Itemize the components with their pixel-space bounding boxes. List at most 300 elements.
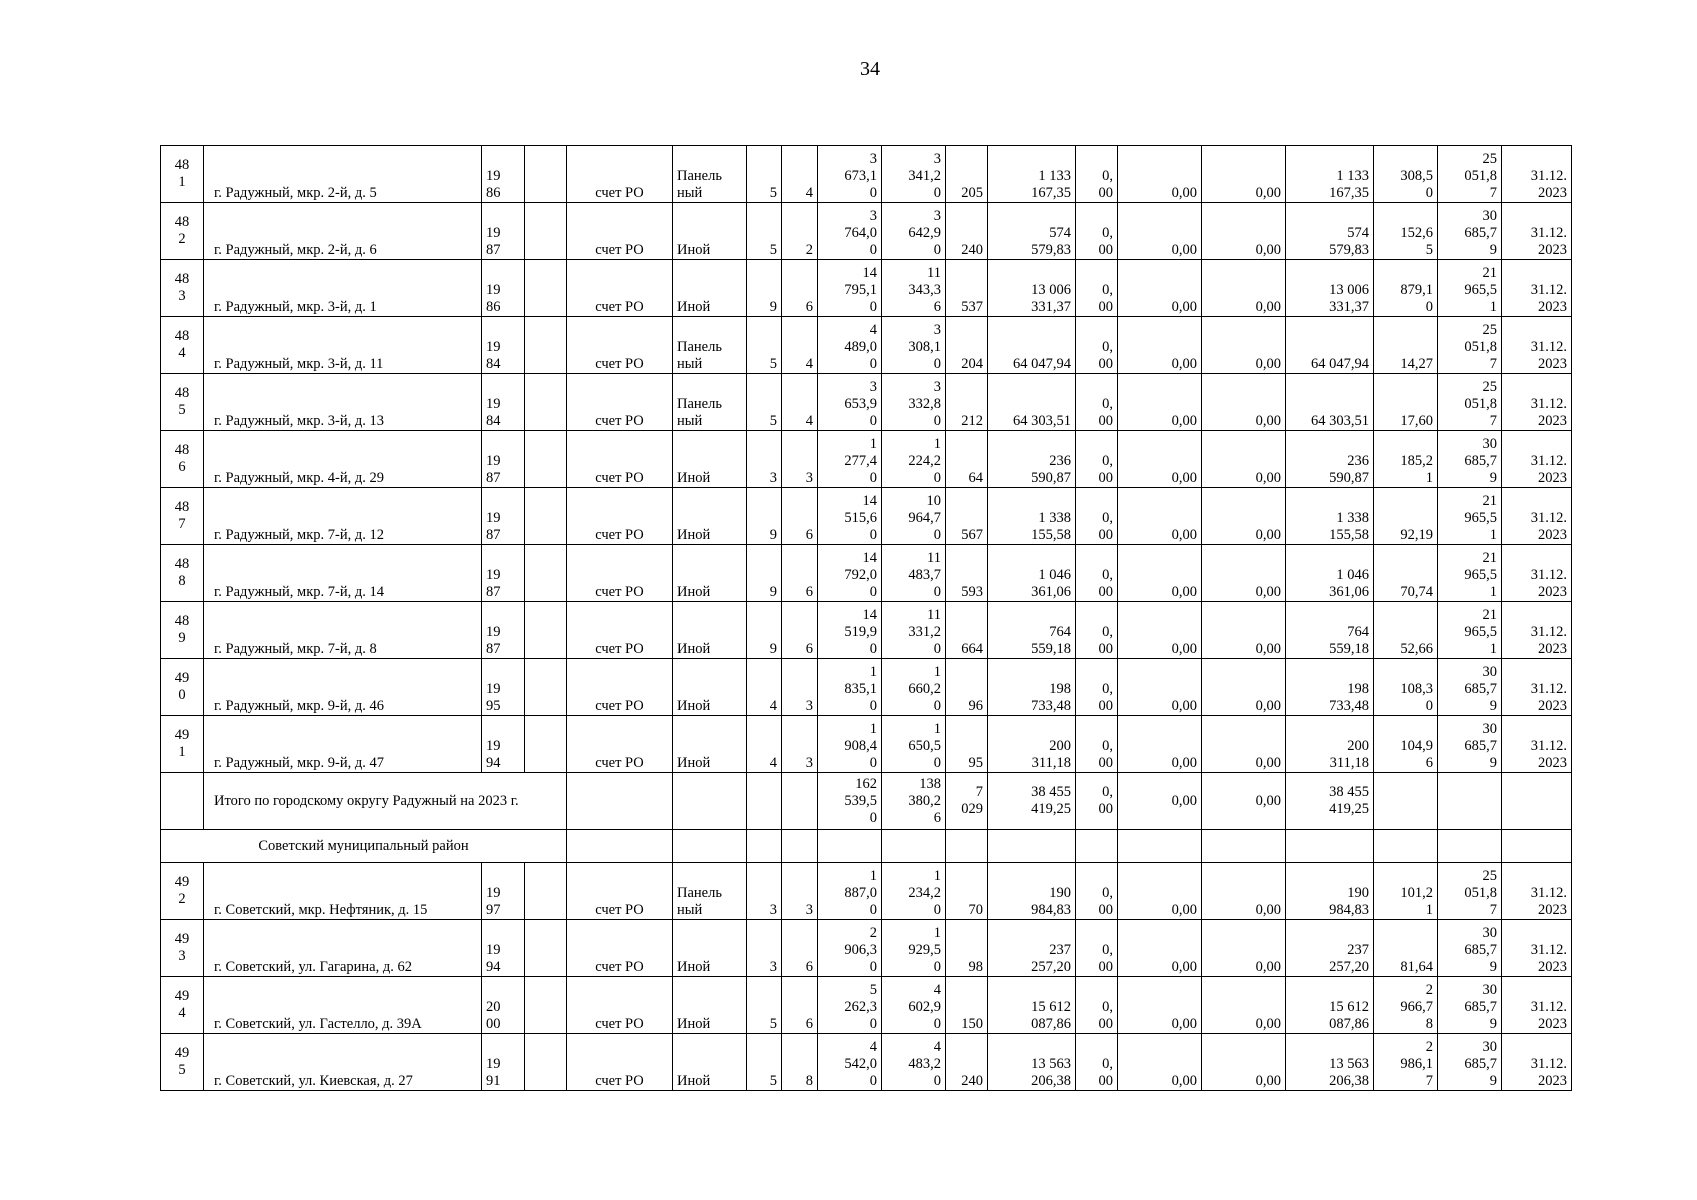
cost-local-cell: 0,00 [1202, 977, 1286, 1034]
cost-fund-cell-line: 0, [1102, 396, 1113, 412]
living-area-cell-line: 343,3 [908, 282, 941, 298]
total-area-cell-line: 673,1 [844, 168, 877, 184]
cost-budget-cell: 0,00 [1118, 260, 1202, 317]
total-area-cell [818, 920, 882, 977]
unit-cost-cell [1374, 317, 1438, 374]
year-cell-line: 19 [486, 885, 501, 901]
entrances-cell: 6 [782, 602, 818, 659]
floors-cell: 5 [747, 203, 782, 260]
cost-owners-cell-line: 237 [1347, 942, 1369, 958]
cost-total-cell-line: 764 [1049, 624, 1071, 640]
entrances-cell: 3 [782, 863, 818, 920]
living-area-cell-line: 0 [933, 1073, 941, 1089]
material-cell-line [677, 567, 742, 584]
material-cell-line: Иной [677, 242, 711, 258]
year-cell-line: 97 [486, 902, 501, 918]
living-area-cell-line: 0 [933, 698, 941, 714]
date-cell-line: 2023 [1538, 584, 1567, 600]
cost-owners-cell-line: 155,58 [1329, 527, 1369, 543]
cost-owners-cell-line: 087,86 [1329, 1016, 1369, 1032]
living-area-cell [882, 716, 946, 773]
material-cell-line: Панель [677, 396, 722, 412]
cost-total-cell [988, 602, 1076, 659]
material-cell-line: Панель [677, 168, 722, 184]
cost-budget-cell: 0,00 [1118, 1034, 1202, 1091]
cost-fund-cell-line: 00 [1098, 185, 1113, 201]
living-area-cell-line: 3 [933, 208, 941, 224]
limit-cost-cell-line: 965,5 [1464, 510, 1497, 526]
floors-cell: 3 [747, 863, 782, 920]
row-number [161, 146, 204, 203]
row-number-line: 49 [174, 874, 190, 890]
cost-local-cell: 0,00 [1202, 545, 1286, 602]
row-number-line: 0 [178, 687, 186, 703]
empty-cell [525, 146, 567, 203]
cost-total-cell [988, 1034, 1076, 1091]
limit-cost-cell-line: 051,8 [1464, 396, 1497, 412]
cost-total-cell [988, 203, 1076, 260]
row-number [161, 488, 204, 545]
cost-owners-cell [1286, 920, 1374, 977]
living-area-cell-line: 0 [933, 527, 941, 543]
empty-cell [782, 773, 818, 830]
address-cell: г. Радужный, мкр. 2-й, д. 6 [204, 203, 482, 260]
empty-cell [567, 773, 673, 830]
living-area-cell-line: 3 [933, 322, 941, 338]
material-cell [673, 488, 747, 545]
living-area-cell-line: 4 [933, 1039, 941, 1055]
total-area-cell-line: 764,0 [844, 225, 877, 241]
cost-fund-cell-line: 00 [1098, 1016, 1113, 1032]
table-row [161, 977, 1572, 1034]
total-area-cell-line: 2 [869, 925, 877, 941]
limit-cost-cell-line: 21 [1482, 265, 1497, 281]
cost-fund-cell-line: 00 [1098, 902, 1113, 918]
row-number-line: 6 [178, 459, 186, 475]
unit-cost-cell-line: 101,2 [1400, 885, 1433, 901]
cost-fund-cell-line: 0, [1102, 624, 1113, 640]
total-area-cell-line: 0 [869, 1073, 877, 1089]
date-cell-line: 2023 [1538, 413, 1567, 429]
year-cell [482, 659, 525, 716]
unit-cost-cell [1374, 602, 1438, 659]
page-number: 34 [860, 58, 880, 80]
living-area-cell [882, 1034, 946, 1091]
fund-cell: счет РО [567, 920, 673, 977]
limit-cost-cell [1438, 374, 1502, 431]
limit-cost-cell-line: 30 [1482, 982, 1497, 998]
living-area-cell [882, 146, 946, 203]
living-area-cell-line: 483,7 [908, 567, 941, 583]
floors-cell: 5 [747, 374, 782, 431]
limit-cost-cell-line: 1 [1489, 299, 1497, 315]
unit-cost-cell [1374, 716, 1438, 773]
entrances-cell: 4 [782, 317, 818, 374]
residents-cell: 593 [946, 545, 988, 602]
entrances-cell: 6 [782, 977, 818, 1034]
cost-owners-cell-line: 1 133 [1336, 168, 1369, 184]
cost-owners-cell-line: 1 046 [1336, 567, 1369, 583]
date-cell [1502, 146, 1572, 203]
cost-owners-cell-line: 257,20 [1329, 959, 1369, 975]
total-area-cell-line: 3 [869, 208, 877, 224]
material-cell [673, 545, 747, 602]
total-area-cell-line: 0 [869, 641, 877, 657]
row-number-line: 5 [178, 402, 186, 418]
date-cell-line: 31.12. [1530, 942, 1567, 958]
year-cell-line: 87 [486, 242, 501, 258]
limit-cost-cell-line: 965,5 [1464, 282, 1497, 298]
empty-cell [1374, 830, 1438, 863]
cost-fund-cell [1076, 716, 1118, 773]
unit-cost-cell-line: 2 [1425, 1039, 1433, 1055]
table-row [161, 920, 1572, 977]
cost-budget-cell: 0,00 [1118, 773, 1202, 830]
year-cell-line: 87 [486, 641, 501, 657]
total-area-cell-line: 4 [869, 1039, 877, 1055]
year-cell-line: 19 [486, 1056, 501, 1072]
fund-cell: счет РО [567, 1034, 673, 1091]
table-row [161, 203, 1572, 260]
empty-cell [1374, 773, 1438, 830]
unit-cost-cell-line: 2 [1425, 982, 1433, 998]
living-area-cell-line: 11 [927, 607, 941, 623]
cost-total-cell-line: 419,25 [1031, 801, 1071, 817]
total-area-cell [818, 431, 882, 488]
cost-budget-cell: 0,00 [1118, 146, 1202, 203]
cost-total-cell [988, 488, 1076, 545]
living-area-cell-line: 1 [933, 868, 941, 884]
cost-total-cell-line: 331,37 [1031, 299, 1071, 315]
row-number-line: 49 [174, 1045, 190, 1061]
date-cell-line: 31.12. [1530, 339, 1567, 355]
empty-cell [525, 977, 567, 1034]
living-area-cell-line: 0 [933, 641, 941, 657]
address-cell: г. Радужный, мкр. 4-й, д. 29 [204, 431, 482, 488]
cost-total-cell-line: 559,18 [1031, 641, 1071, 657]
living-area-cell-line: 138 [919, 775, 941, 792]
cost-fund-cell [1076, 317, 1118, 374]
section-row [161, 830, 1572, 863]
row-number-line: 48 [174, 556, 190, 572]
cost-budget-cell: 0,00 [1118, 659, 1202, 716]
cost-owners-cell-line: 13 006 [1329, 282, 1369, 298]
limit-cost-cell [1438, 659, 1502, 716]
cost-owners-cell-line: 64 047,94 [1311, 356, 1369, 372]
cost-total-cell [988, 317, 1076, 374]
table-row [161, 374, 1572, 431]
year-cell-line: 19 [486, 681, 501, 697]
unit-cost-cell-line [1378, 396, 1433, 413]
cost-total-cell-line: 237 [1049, 942, 1071, 958]
limit-cost-cell [1438, 488, 1502, 545]
cost-total-cell-line: 590,87 [1031, 470, 1071, 486]
fund-cell: счет РО [567, 488, 673, 545]
year-cell-line: 87 [486, 470, 501, 486]
living-area-cell-line: 650,5 [908, 738, 941, 754]
material-cell [673, 431, 747, 488]
row-number-line: 48 [174, 385, 190, 401]
living-area-cell-line: 380,2 [908, 792, 941, 809]
entrances-cell: 6 [782, 488, 818, 545]
year-cell-line: 20 [486, 999, 501, 1015]
cost-fund-cell-line: 00 [1098, 801, 1113, 817]
cost-local-cell: 0,00 [1202, 146, 1286, 203]
year-cell-line: 94 [486, 959, 501, 975]
cost-owners-cell [1286, 260, 1374, 317]
address-cell: г. Радужный, мкр. 9-й, д. 46 [204, 659, 482, 716]
total-area-cell-line: 0 [869, 413, 877, 429]
limit-cost-cell-line: 685,7 [1464, 453, 1497, 469]
floors-cell: 4 [747, 659, 782, 716]
empty-cell [1202, 830, 1286, 863]
limit-cost-cell [1438, 977, 1502, 1034]
date-cell [1502, 260, 1572, 317]
cost-fund-cell-line: 00 [1098, 959, 1113, 975]
cost-total-cell-line: 190 [1049, 885, 1071, 901]
material-cell-line [677, 999, 742, 1016]
row-number-line: 5 [178, 1062, 186, 1078]
material-cell [673, 602, 747, 659]
empty-cell [525, 920, 567, 977]
empty-cell [525, 488, 567, 545]
living-area-cell [882, 773, 946, 830]
residents-cell: 240 [946, 1034, 988, 1091]
row-number [161, 203, 204, 260]
living-area-cell-line: 0 [933, 1016, 941, 1032]
cost-total-cell-line: 1 133 [1038, 168, 1071, 184]
empty-cell [1438, 773, 1502, 830]
living-area-cell [882, 431, 946, 488]
cost-total-cell-line [992, 396, 1071, 413]
cost-total-cell [988, 659, 1076, 716]
cost-owners-cell [1286, 602, 1374, 659]
year-cell-line: 91 [486, 1073, 501, 1089]
total-area-cell-line: 14 [862, 265, 877, 281]
unit-cost-cell-line: 1 [1425, 902, 1433, 918]
cost-fund-cell-line: 00 [1098, 584, 1113, 600]
cost-owners-cell-line: 764 [1347, 624, 1369, 640]
cost-total-cell-line: 984,83 [1031, 902, 1071, 918]
year-cell [482, 260, 525, 317]
total-area-cell [818, 488, 882, 545]
fund-cell: счет РО [567, 431, 673, 488]
living-area-cell [882, 602, 946, 659]
limit-cost-cell-line: 1 [1489, 641, 1497, 657]
material-cell-line [677, 738, 742, 755]
date-cell-line: 31.12. [1530, 282, 1567, 298]
year-cell-line: 84 [486, 356, 501, 372]
cost-total-cell-line: 13 563 [1031, 1056, 1071, 1072]
year-cell [482, 374, 525, 431]
cost-fund-cell-line: 0, [1102, 339, 1113, 355]
total-area-cell-line: 14 [862, 493, 877, 509]
cost-fund-cell-line: 0, [1102, 784, 1113, 800]
total-area-cell-line: 14 [862, 607, 877, 623]
living-area-cell-line: 224,2 [908, 453, 941, 469]
living-area-cell [882, 317, 946, 374]
unit-cost-cell-line: 986,1 [1400, 1056, 1433, 1072]
residents-cell: 70 [946, 863, 988, 920]
row-number-line: 2 [178, 231, 186, 247]
cost-local-cell: 0,00 [1202, 317, 1286, 374]
residents-cell: 537 [946, 260, 988, 317]
living-area-cell-line: 4 [933, 982, 941, 998]
material-cell [673, 203, 747, 260]
empty-cell [161, 773, 204, 830]
address-cell: г. Радужный, мкр. 3-й, д. 1 [204, 260, 482, 317]
empty-cell [882, 830, 946, 863]
address-cell: г. Радужный, мкр. 7-й, д. 8 [204, 602, 482, 659]
cost-fund-cell-line: 0, [1102, 567, 1113, 583]
cost-owners-cell-line: 236 [1347, 453, 1369, 469]
residents-cell-line: 029 [961, 801, 983, 817]
limit-cost-cell-line: 9 [1489, 755, 1497, 771]
material-cell-line: Иной [677, 584, 711, 600]
living-area-cell [882, 488, 946, 545]
year-cell-line: 94 [486, 755, 501, 771]
limit-cost-cell [1438, 863, 1502, 920]
cost-total-cell [988, 260, 1076, 317]
cost-total-cell-line: 200 [1049, 738, 1071, 754]
row-number [161, 431, 204, 488]
floors-cell: 5 [747, 146, 782, 203]
empty-cell [747, 773, 782, 830]
table-row [161, 146, 1572, 203]
total-area-cell [818, 659, 882, 716]
fund-cell: счет РО [567, 977, 673, 1034]
date-cell-line: 31.12. [1530, 225, 1567, 241]
residents-cell: 64 [946, 431, 988, 488]
cost-budget-cell: 0,00 [1118, 920, 1202, 977]
cost-fund-cell [1076, 146, 1118, 203]
residents-cell: 98 [946, 920, 988, 977]
material-cell [673, 146, 747, 203]
cost-local-cell: 0,00 [1202, 659, 1286, 716]
living-area-cell-line: 0 [933, 470, 941, 486]
living-area-cell-line: 0 [933, 755, 941, 771]
total-area-cell-line: 0 [869, 527, 877, 543]
date-cell-line: 2023 [1538, 299, 1567, 315]
cost-budget-cell: 0,00 [1118, 203, 1202, 260]
cost-fund-cell [1076, 374, 1118, 431]
cost-total-cell-line: 198 [1049, 681, 1071, 697]
entrances-cell: 4 [782, 374, 818, 431]
limit-cost-cell [1438, 431, 1502, 488]
cost-local-cell: 0,00 [1202, 1034, 1286, 1091]
section-title: Советский муниципальный район [161, 830, 567, 863]
year-cell-line: 86 [486, 185, 501, 201]
cost-owners-cell-line: 574 [1347, 225, 1369, 241]
total-area-cell [818, 203, 882, 260]
unit-cost-cell-line: 185,2 [1400, 453, 1433, 469]
row-number-line: 48 [174, 613, 190, 629]
cost-budget-cell: 0,00 [1118, 374, 1202, 431]
year-cell-line: 19 [486, 510, 501, 526]
limit-cost-cell [1438, 1034, 1502, 1091]
table-row [161, 488, 1572, 545]
limit-cost-cell-line: 051,8 [1464, 168, 1497, 184]
living-area-cell [882, 977, 946, 1034]
cost-fund-cell-line: 00 [1098, 641, 1113, 657]
year-cell [482, 431, 525, 488]
cost-total-cell-line: 167,35 [1031, 185, 1071, 201]
limit-cost-cell-line: 9 [1489, 470, 1497, 486]
cost-fund-cell-line: 00 [1098, 242, 1113, 258]
limit-cost-cell [1438, 545, 1502, 602]
cost-fund-cell [1076, 260, 1118, 317]
cost-total-cell [988, 431, 1076, 488]
living-area-cell [882, 545, 946, 602]
material-cell-line: Иной [677, 1016, 711, 1032]
living-area-cell [882, 863, 946, 920]
address-cell: г. Радужный, мкр. 9-й, д. 47 [204, 716, 482, 773]
total-area-cell-line: 539,5 [844, 792, 877, 809]
limit-cost-cell [1438, 203, 1502, 260]
unit-cost-cell-line: 0 [1425, 698, 1433, 714]
total-area-cell-line: 542,0 [844, 1056, 877, 1072]
cost-fund-cell [1076, 431, 1118, 488]
limit-cost-cell-line: 7 [1489, 356, 1497, 372]
cost-fund-cell [1076, 545, 1118, 602]
table-row [161, 1034, 1572, 1091]
material-cell [673, 716, 747, 773]
material-cell-line [677, 942, 742, 959]
unit-cost-cell-line: 70,74 [1400, 584, 1433, 600]
total-area-cell-line: 3 [869, 151, 877, 167]
living-area-cell-line: 3 [933, 379, 941, 395]
date-cell-line: 2023 [1538, 755, 1567, 771]
total-area-cell-line: 0 [869, 242, 877, 258]
total-area-cell-line: 5 [869, 982, 877, 998]
unit-cost-cell-line: 308,5 [1400, 168, 1433, 184]
cost-local-cell: 0,00 [1202, 716, 1286, 773]
residents-cell: 212 [946, 374, 988, 431]
cost-fund-cell [1076, 659, 1118, 716]
material-cell [673, 260, 747, 317]
cost-owners-cell-line: 15 612 [1329, 999, 1369, 1015]
empty-cell [525, 431, 567, 488]
unit-cost-cell [1374, 977, 1438, 1034]
living-area-cell-line: 0 [933, 584, 941, 600]
row-number [161, 977, 204, 1034]
date-cell [1502, 977, 1572, 1034]
year-cell-line: 84 [486, 413, 501, 429]
cost-fund-cell-line: 0, [1102, 453, 1113, 469]
cost-total-cell [988, 146, 1076, 203]
row-number-line: 48 [174, 271, 190, 287]
limit-cost-cell-line: 9 [1489, 1073, 1497, 1089]
residents-cell: 205 [946, 146, 988, 203]
empty-cell [673, 773, 747, 830]
empty-cell [525, 545, 567, 602]
cost-fund-cell-line: 0, [1102, 225, 1113, 241]
cost-fund-cell-line: 00 [1098, 356, 1113, 372]
empty-cell [673, 830, 747, 863]
year-cell-line: 19 [486, 453, 501, 469]
cost-fund-cell-line: 0, [1102, 885, 1113, 901]
material-cell-line: ный [677, 356, 703, 372]
limit-cost-cell-line: 30 [1482, 208, 1497, 224]
unit-cost-cell-line: 108,3 [1400, 681, 1433, 697]
floors-cell: 9 [747, 260, 782, 317]
residents-cell: 240 [946, 203, 988, 260]
row-number [161, 317, 204, 374]
living-area-cell-line: 3 [933, 151, 941, 167]
floors-cell: 3 [747, 431, 782, 488]
living-area-cell-line: 0 [933, 185, 941, 201]
row-number-line: 49 [174, 988, 190, 1004]
